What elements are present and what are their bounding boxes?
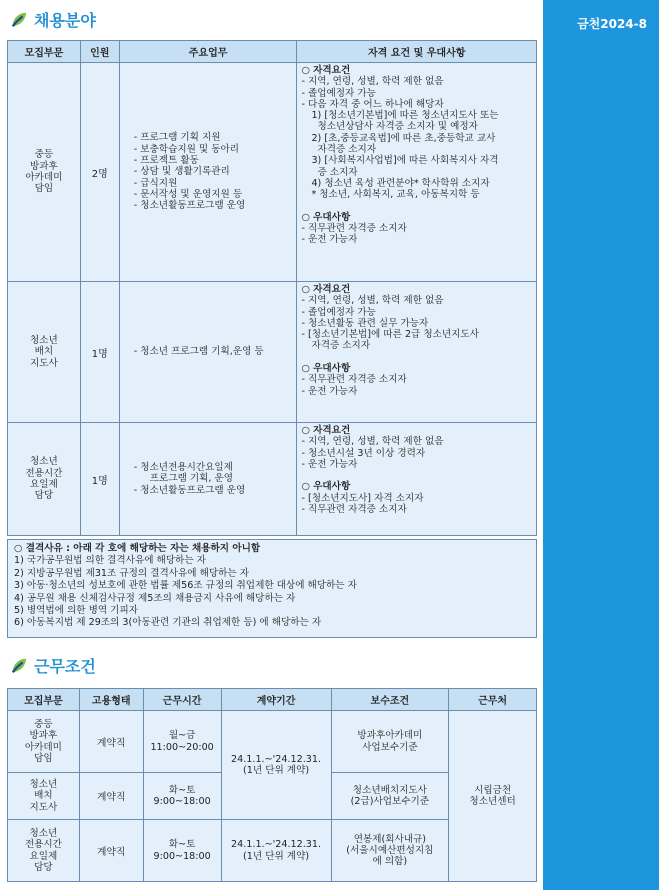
workplace-cell: 시립금천 청소년센터: [449, 711, 537, 882]
pay-cell: 청소년배치지도사 (2급)사업보수기준: [331, 773, 449, 820]
division-cell: 청소년 전용시간 요일제 담당: [8, 820, 80, 882]
section-title-recruit: [10, 8, 96, 31]
col-header: 보수조건: [331, 689, 449, 711]
division-cell: 청소년 전용시간 요일제 담당: [8, 423, 81, 536]
period-cell: 24.1.1.~'24.12.31. (1년 단위 계약): [221, 711, 331, 820]
headcount-cell: 2명: [80, 63, 119, 282]
col-header: 자격 요건 및 우대사항: [297, 41, 537, 63]
headcount-cell: 1명: [80, 423, 119, 536]
section-title-text: 근무조건: [34, 657, 96, 676]
document-code: 금천2024-8: [577, 17, 647, 31]
col-header: 고용형태: [79, 689, 143, 711]
col-header: 인원: [80, 41, 119, 63]
pay-cell: 연봉제(회사내규) (서울시예산편성지침 에 의함): [331, 820, 449, 882]
col-header: 근무처: [449, 689, 537, 711]
col-header: 모집부문: [8, 689, 80, 711]
col-header: 모집부문: [8, 41, 81, 63]
period-cell: 24.1.1.~'24.12.31. (1년 단위 계약): [221, 820, 331, 882]
table-row: [8, 63, 537, 282]
side-bar: [543, 0, 659, 890]
table-row: [8, 423, 537, 536]
col-header: 계약기간: [221, 689, 331, 711]
table-row: [8, 282, 537, 423]
duties-cell: - 청소년 프로그램 기획,운영 등: [119, 282, 297, 423]
section-title-text: 채용분야: [34, 11, 96, 30]
hours-cell: 화~토 9:00~18:00: [143, 820, 221, 882]
hours-cell: 화~토 9:00~18:00: [143, 773, 221, 820]
type-cell: 계약직: [79, 773, 143, 820]
table-row: [8, 711, 537, 773]
col-header: 근무시간: [143, 689, 221, 711]
pay-cell: 방과후아카데미 사업보수기준: [331, 711, 449, 773]
qualification-cell: ○ 자격요건 - 지역, 연령, 성별, 학력 제한 없음 - 청소년시설 3년 이상 경력자 - 운전 가능자 ○ 우대사항 - [청소년지도사] 자격 소지자 - 직무관련 자격증 소지자: [297, 423, 537, 536]
division-cell: 중등 방과후 아카데미 담임: [8, 711, 80, 773]
qualification-cell: ○ 자격요건 - 지역, 연령, 성별, 학력 제한 없음 - 졸업예정자 가능 - 다음 자격 중 어느 하나에 해당자 1) [청소년기본법]에 따른 청소년지도사 또는 청소년상담사 자격증 소지자 및 예정자 2) [초,중등교육법]에 따른 초,중등학교 교사 자격증 소지자 3) [사회복지사업법]에 따른 사회복지사 자격 증 소지자 4) 청소년 육성 관련분야* 학사학위 소지자 * 청소년, 사회복지, 교육, 아동복지학 등 ○ 우대사항 - 직무관련 자격증 소지자 - 운전 가능자: [297, 63, 537, 282]
duties-cell: - 청소년전용시간요일제 프로그램 기획, 운영 - 청소년활동프로그램 운영: [119, 423, 297, 536]
conditions-table: [7, 688, 537, 882]
duties-cell: - 프로그램 기획 지원 - 보충학습지원 및 동아리 - 프로젝트 활동 - 상담 및 생활기록관리 - 급식지원 - 문서작성 및 운영지원 등 - 청소년활동프로그램 운영: [119, 63, 297, 282]
type-cell: 계약직: [79, 711, 143, 773]
leaf-icon: [10, 657, 28, 675]
recruit-table: [7, 40, 537, 536]
col-header: 주요업무: [119, 41, 297, 63]
division-cell: 청소년 배치 지도사: [8, 282, 81, 423]
disqualification-box: ○ 결격사유 : 아래 각 호에 해당하는 자는 채용하지 아니함 1) 국가공무원법 의한 결격사유에 해당하는 자 2) 지방공무원법 제31조 규정의 결격사유에 해당하는 자 3) 아동·청소년의 성보호에 관한 법률 제56조 규정의 취업제한 대상에 해당하는 자 4) 공무원 채용 신체검사규정 제5조의 채용금지 사유에 해당하는 자 5) 병역법에 의한 병역 기피자 6) 아동복지법 제 29조의 3(아동관련 기관의 취업제한 등) 에 해당하는 자: [7, 539, 537, 638]
type-cell: 계약직: [79, 820, 143, 882]
section-title-conditions: [10, 654, 96, 677]
division-cell: 중등 방과후 아카데미 담임: [8, 63, 81, 282]
qualification-cell: ○ 자격요건 - 지역, 연령, 성별, 학력 제한 없음 - 졸업예정자 가능 - 청소년활동 관련 실무 가능자 - [청소년기본법]에 따른 2급 청소년지도사 자격증 소지자 ○ 우대사항 - 직무관련 자격증 소지자 - 운전 가능자: [297, 282, 537, 423]
division-cell: 청소년 배치 지도사: [8, 773, 80, 820]
leaf-icon: [10, 11, 28, 29]
headcount-cell: 1명: [80, 282, 119, 423]
hours-cell: 월~금 11:00~20:00: [143, 711, 221, 773]
